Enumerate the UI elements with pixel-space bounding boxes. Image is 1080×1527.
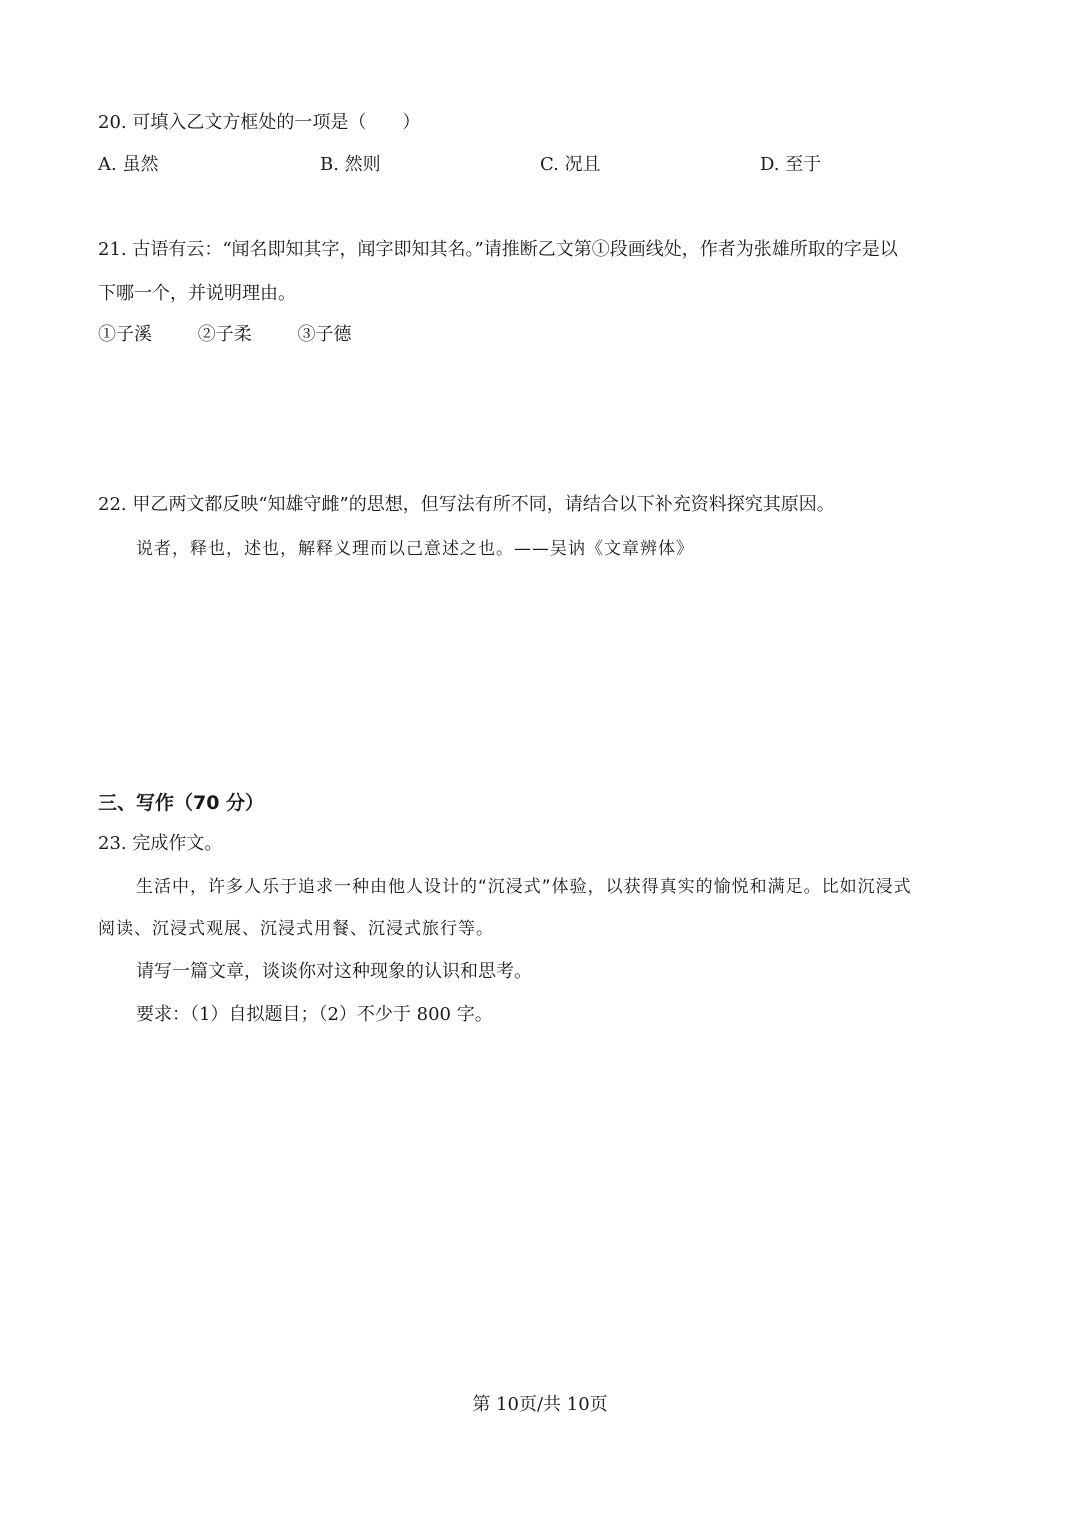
question-21-choice-2: ②子柔 [197,324,252,345]
question-22-quote: 说者，释也，述也，解释义理而以己意述之也。——吴讷《文章辨体》 [136,539,694,559]
question-23-task: 请写一篇文章，谈谈你对这种现象的认识和思考。 [136,961,532,982]
question-21-choice-3: ③子德 [297,324,352,345]
question-20-option-c: C. 况且 [540,154,601,175]
question-20-option-a: A. 虽然 [98,154,159,175]
question-23-requirements: 要求：（1）自拟题目；（2）不少于 800 字。 [136,1004,493,1025]
page-number: 第 10页/共 10页 [472,1394,608,1415]
question-21-stem-line2: 下哪一个，并说明理由。 [98,283,296,304]
question-21-stem-line1: 21. 古语有云：“闻名即知其字，闻字即知其名。”请推断乙文第①段画线处，作者为张雄所取的字是以 [98,239,898,260]
question-21-choice-1: ①子溪 [98,324,152,345]
question-20-option-b: B. 然则 [320,154,381,175]
question-23-stem: 23. 完成作文。 [98,833,223,854]
section-3-title: 三、写作（70 分） [98,792,265,814]
question-22-stem: 22. 甲乙两文都反映“知雄守雌”的思想，但写法有所不同，请结合以下补充资料探究其原因。 [98,494,835,515]
question-20-option-d: D. 至于 [760,154,822,175]
question-21-choices [98,323,391,347]
question-20-stem: 20. 可填入乙文方框处的一项是（ ） [98,112,421,133]
question-23-material-line2: 阅读、沉浸式观展、沉浸式用餐、沉浸式旅行等。 [98,919,494,939]
question-23-material-line1: 生活中，许多人乐于追求一种由他人设计的“沉浸式”体验，以获得真实的愉悦和满足。比如沉浸式 [136,877,912,897]
